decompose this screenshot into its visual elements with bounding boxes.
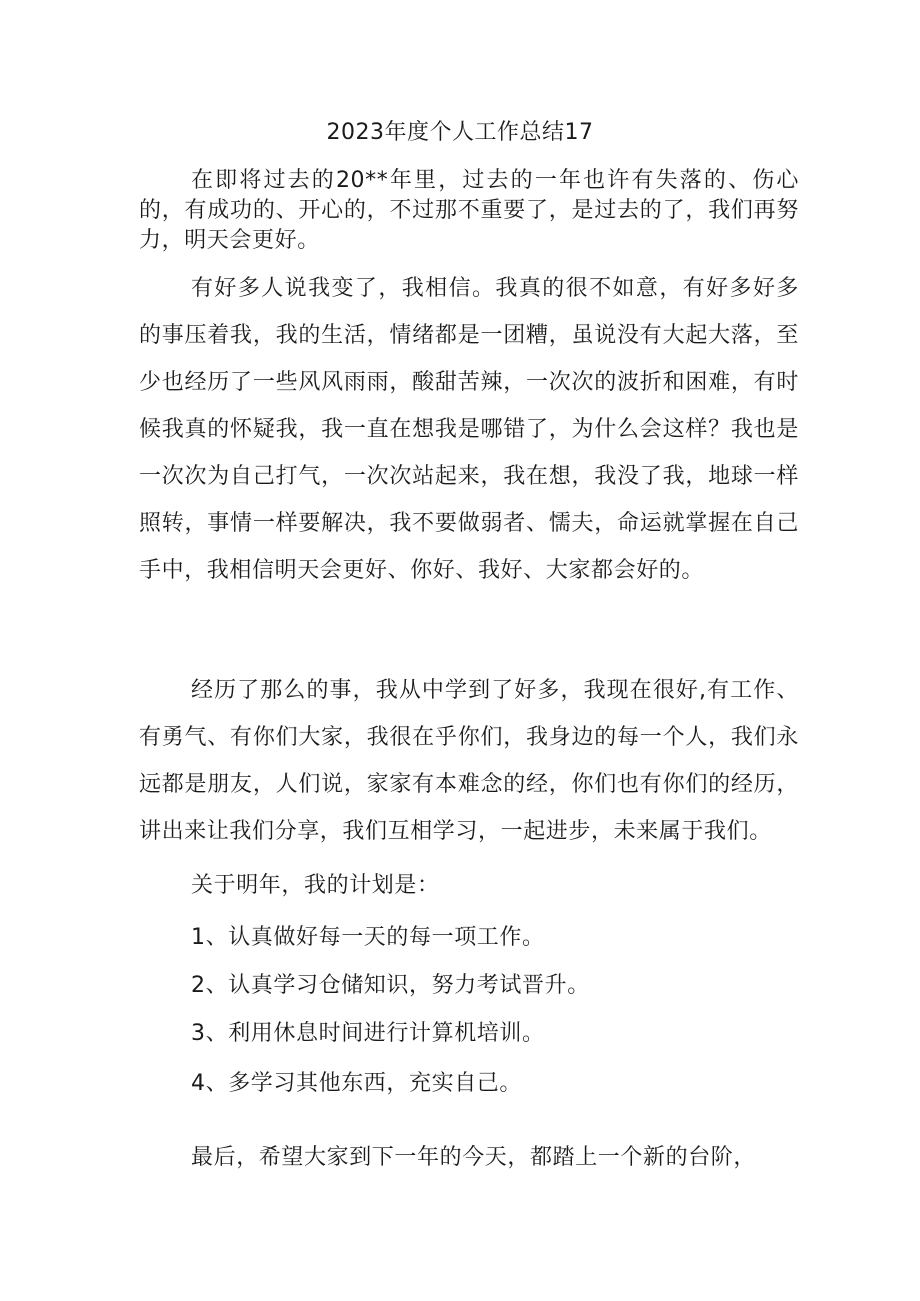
paragraph-gratitude: 经历了那么的事，我从中学到了好多，我现在很好,有工作、有勇气、有你们大家，我很在乎你们，我身边的每一个人，我们永远都是朋友，人们说，家家有本难念的经，你们也有你们的经历，讲出来让我们分享，我们互相学习，一起进步，未来属于我们。: [139, 678, 799, 844]
paragraph-reflection: 有好多人说我变了，我相信。我真的很不如意，有好多好多的事压着我，我的生活，情绪都是一团糟，虽说没有大起大落，至少也经历了一些风风雨雨，酸甜苦辣，一次次的波折和困难，有时候我真的怀疑我，我一直在想我是哪错了，为什么会这样？我也是一次次为自己打气，一次次站起来，我在想，我没了我，地球一样照转，事情一样要解决，我不要做弱者、懦夫，命运就掌握在自己手中，我相信明天会更好、你好、我好、大家都会好的。: [139, 276, 799, 583]
plan-intro: 关于明年，我的计划是：: [191, 873, 440, 898]
plan-item: 2、认真学习仓储知识，努力考试晋升。: [191, 973, 590, 998]
closing-line: 最后，希望大家到下一年的今天，都踏上一个新的台阶，: [191, 1145, 757, 1170]
paragraph-intro: 在即将过去的20**年里，过去的一年也许有失落的、伤心的，有成功的、开心的，不过那不重要了，是过去的了，我们再努力，明天会更好。: [139, 168, 799, 253]
plan-item: 3、利用休息时间进行计算机培训。: [191, 1021, 545, 1046]
plan-item: 4、多学习其他东西，充实自己。: [191, 1071, 522, 1096]
plan-item: 1、认真做好每一天的每一项工作。: [191, 925, 545, 950]
document-title: 2023年度个人工作总结17: [326, 120, 594, 145]
